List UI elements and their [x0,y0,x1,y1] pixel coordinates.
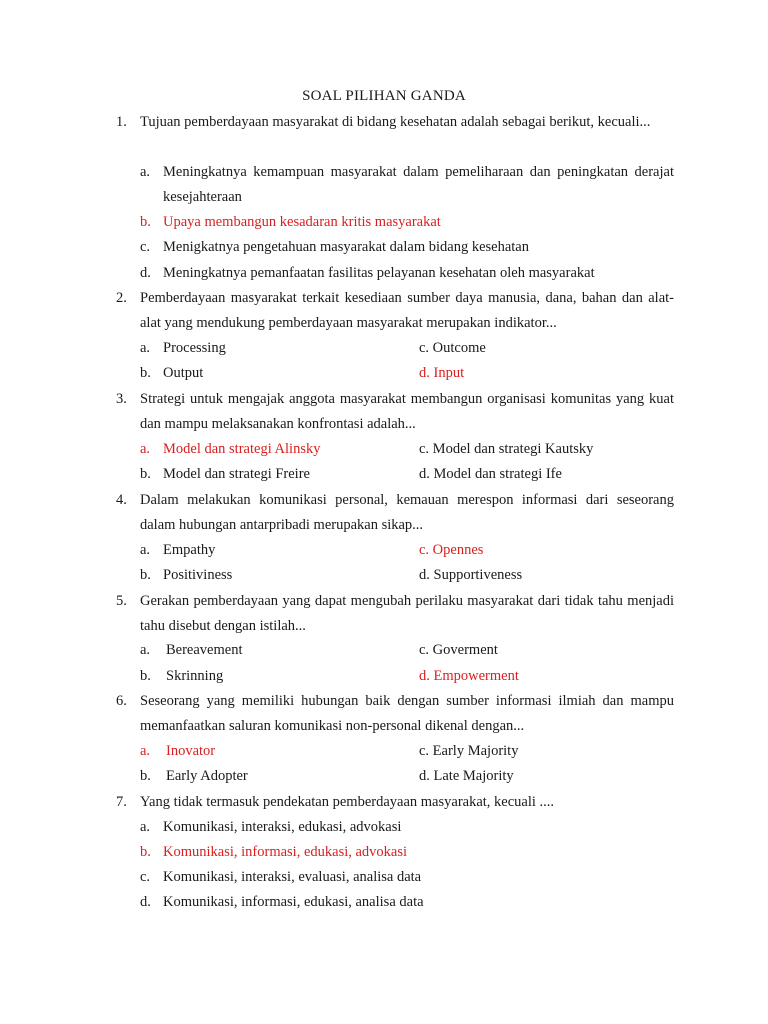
question-3-option-b-letter: b. [140,466,151,482]
question-7-text: Yang tidak termasuk pendekatan pemberdayaan masyarakat, kecuali .... [140,794,555,810]
question-7-option-d-letter: d. [140,894,151,910]
question-3-number: 3. [116,391,127,407]
question-4-option-a-letter: a. [140,542,151,558]
question-1-option-c-letter: c. [140,239,151,255]
question-7-option-c: Komunikasi, interaksi, evaluasi, analisa data [163,869,422,885]
question-3-option-a: Model dan strategi Alinsky [163,441,321,457]
question-1-option-b: Upaya membangun kesadaran kritis masyarakat [163,214,441,230]
question-7-option-a-letter: a. [140,819,151,835]
question-7-number: 7. [116,794,127,810]
question-2-option-b: Output [163,365,204,381]
question-6-option-d: d. Late Majority [419,768,514,784]
question-1-text: Tujuan pemberdayaan masyarakat di bidang kesehatan adalah sebagai berikut, kecuali... [140,114,651,130]
question-5-number: 5. [116,593,127,609]
question-7-option-b-letter: b. [140,844,151,860]
question-3-option-d: d. Model dan strategi Ife [419,466,562,482]
question-2-option-a: Processing [163,340,226,356]
question-4-option-b: Positiviness [163,567,233,583]
question-6-number: 6. [116,693,127,709]
question-4-option-b-letter: b. [140,567,151,583]
question-4-option-c: c. Opennes [419,542,484,558]
page-title: SOAL PILIHAN GANDA [302,88,466,104]
question-6-option-a: Inovator [166,743,216,759]
question-1-option-b-letter: b. [140,214,151,230]
question-3-option-c: c. Model dan strategi Kautsky [419,441,594,457]
question-2-option-d: d. Input [419,365,465,381]
question-4-number: 4. [116,492,127,508]
question-5-text: Gerakan pemberdayaan yang dapat mengubah perilaku masyarakat dari tidak tahu menjadi tahu disebut dengan istilah... [140,593,674,634]
question-3-option-b: Model dan strategi Freire [163,466,310,482]
question-6-text: Seseorang yang memiliki hubungan baik dengan sumber informasi ilmiah dan mampu memanfaatkan saluran komunikasi non-personal dikenal dengan... [140,693,674,734]
question-5-option-a: Bereavement [166,642,243,658]
question-7-option-a: Komunikasi, interaksi, edukasi, advokasi [163,819,402,835]
question-5-option-a-letter: a. [140,642,151,658]
question-5-option-b-letter: b. [140,668,151,684]
question-7-option-c-letter: c. [140,869,151,885]
question-6-option-c: c. Early Majority [419,743,519,759]
question-7-option-d: Komunikasi, informasi, edukasi, analisa data [163,894,424,910]
question-6-option-b-letter: b. [140,768,151,784]
question-1-option-c: Menigkatnya pengetahuan masyarakat dalam bidang kesehatan [163,239,529,255]
question-1-option-a-letter: a. [140,164,151,180]
question-2-option-a-letter: a. [140,340,151,356]
question-2-option-b-letter: b. [140,365,151,381]
question-1-option-d: Meningkatnya pemanfaatan fasilitas pelayanan kesehatan oleh masyarakat [163,265,595,281]
question-7-option-b: Komunikasi, informasi, edukasi, advokasi [163,844,408,860]
question-4-option-d: d. Supportiveness [419,567,523,583]
question-1-option-a: Meningkatnya kemampuan masyarakat dalam pemeliharaan dan peningkatan derajat kesejahteraan [163,164,674,205]
question-3-option-a-letter: a. [140,441,151,457]
question-1-option-d-letter: d. [140,265,151,281]
question-4-option-a: Empathy [163,542,216,558]
question-3-text: Strategi untuk mengajak anggota masyarakat membangun organisasi komunitas yang kuat dan mampu melaksanakan konfrontasi adalah... [140,391,674,432]
question-1-number: 1. [116,114,127,130]
question-5-option-b: Skrinning [166,668,224,684]
question-2-number: 2. [116,290,127,306]
question-2-text: Pemberdayaan masyarakat terkait kesediaan sumber daya manusia, dana, bahan dan alat-alat yang mendukung pemberdayaan masyarakat merupakan indikator... [140,290,674,331]
question-5-option-d: d. Empowerment [419,668,519,684]
question-4-text: Dalam melakukan komunikasi personal, kemauan merespon informasi dari seseorang dalam hubungan antarpribadi merupakan sikap... [140,492,674,533]
question-6-option-b: Early Adopter [166,768,248,784]
question-5-option-c: c. Goverment [419,642,498,658]
question-6-option-a-letter: a. [140,743,151,759]
question-2-option-c: c. Outcome [419,340,486,356]
